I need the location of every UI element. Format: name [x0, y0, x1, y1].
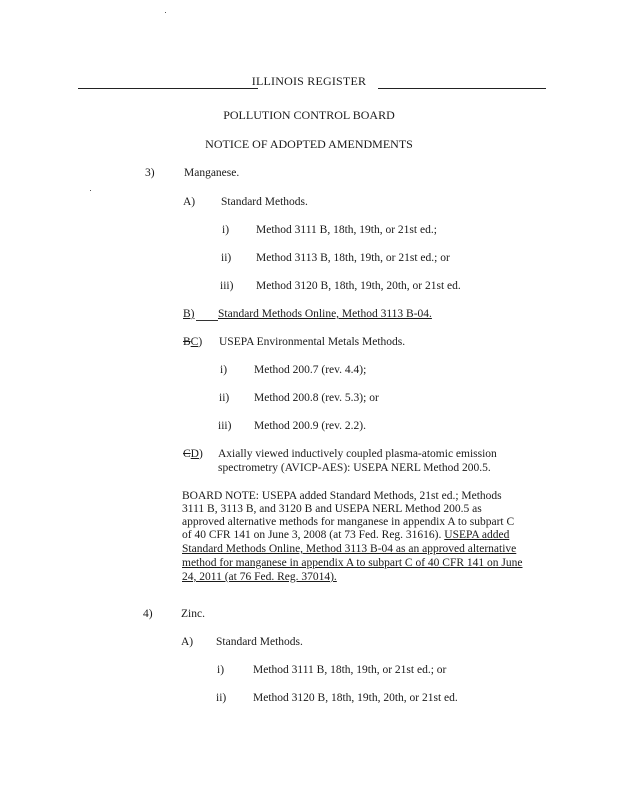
item-3c-iii-marker: iii) [218, 420, 232, 432]
board-note-line7: 24, 2011 (at 76 Fed. Reg. 37014). [182, 571, 337, 583]
item-3d-line1: Axially viewed inductively coupled plasma-atomic emission [218, 448, 497, 460]
item-4a-marker: A) [181, 636, 194, 648]
item-3a-ii-marker: ii) [221, 252, 232, 264]
register-title: ILLINOIS REGISTER [251, 74, 367, 88]
item-3a-iii-marker: iii) [220, 280, 234, 292]
item-3-label: Manganese. [184, 167, 240, 179]
board-note-line3: approved alternative methods for manganese in appendix A to subpart C [182, 516, 515, 528]
item-3c-ii-marker: ii) [219, 392, 230, 404]
item-4a-i-text: Method 3111 B, 18th, 19th, or 21st ed.; or [253, 664, 447, 676]
item-3d-marker [183, 447, 203, 461]
item-4a-i-marker: i) [217, 664, 225, 676]
item-3d-line2: spectrometry (AVICP-AES): USEPA NERL Method 200.5. [218, 462, 491, 474]
board-note-line2: 3111 B, 3113 B, and 3120 B and USEPA NERL Method 200.5 as [182, 503, 482, 515]
item-3a-label: Standard Methods. [221, 196, 308, 208]
item-3d-marker-struck: C [183, 448, 191, 460]
header-rule-left [78, 88, 258, 89]
item-3a-i-text: Method 3111 B, 18th, 19th, or 21st ed.; [256, 224, 437, 236]
board-note-line1: BOARD NOTE: USEPA added Standard Methods, 21st ed.; Methods [182, 490, 502, 502]
item-3a-iii-text: Method 3120 B, 18th, 19th, 20th, or 21st ed. [256, 280, 461, 292]
scan-speck [165, 12, 166, 13]
board-note-line4-plain: of 40 CFR 141 on June 3, 2008 (at 73 Fed. Reg. 31616). [182, 529, 442, 541]
item-3a-i-marker: i) [222, 224, 230, 236]
board-note-line4 [182, 529, 509, 543]
board-title: POLLUTION CONTROL BOARD [223, 108, 395, 122]
item-3c-marker [183, 335, 202, 349]
item-4a-ii-text: Method 3120 B, 18th, 19th, 20th, or 21st ed. [253, 692, 458, 704]
item-3a-ii-text: Method 3113 B, 18th, 19th, or 21st ed.; or [256, 252, 450, 264]
item-3c-ii-text: Method 200.8 (rev. 5.3); or [254, 392, 379, 404]
item-3d-marker-close: ) [198, 448, 203, 460]
item-3b-text: Standard Methods Online, Method 3113 B-04. [218, 308, 432, 320]
board-note-line6: method for manganese in appendix A to subpart C of 40 CFR 141 on June [182, 557, 523, 569]
board-note-line5: Standard Methods Online, Method 3113 B-04 as an approved alternative [182, 543, 517, 555]
item-3b-underline-gap [196, 320, 218, 321]
notice-title: NOTICE OF ADOPTED AMENDMENTS [205, 137, 413, 151]
item-3c-marker-close: ) [198, 336, 203, 348]
item-3c-i-text: Method 200.7 (rev. 4.4); [254, 364, 367, 376]
item-4a-label: Standard Methods. [216, 636, 303, 648]
item-3c-label: USEPA Environmental Metals Methods. [219, 336, 406, 348]
scan-speck [90, 190, 91, 191]
header-rule-right [378, 88, 546, 89]
item-3b-marker: B) [183, 308, 195, 320]
item-3a-marker: A) [183, 196, 196, 208]
board-note-line4-added: USEPA added [444, 529, 510, 541]
item-3-number: 3) [145, 167, 155, 179]
item-3d-marker-new: D [190, 448, 199, 460]
item-4-number: 4) [143, 608, 153, 620]
item-4a-ii-marker: ii) [216, 692, 227, 704]
item-4-label: Zinc. [181, 608, 205, 620]
item-3c-marker-struck: B [183, 336, 191, 348]
item-3c-marker-new: C [190, 336, 199, 348]
item-3c-iii-text: Method 200.9 (rev. 2.2). [254, 420, 366, 432]
item-3c-i-marker: i) [220, 364, 228, 376]
